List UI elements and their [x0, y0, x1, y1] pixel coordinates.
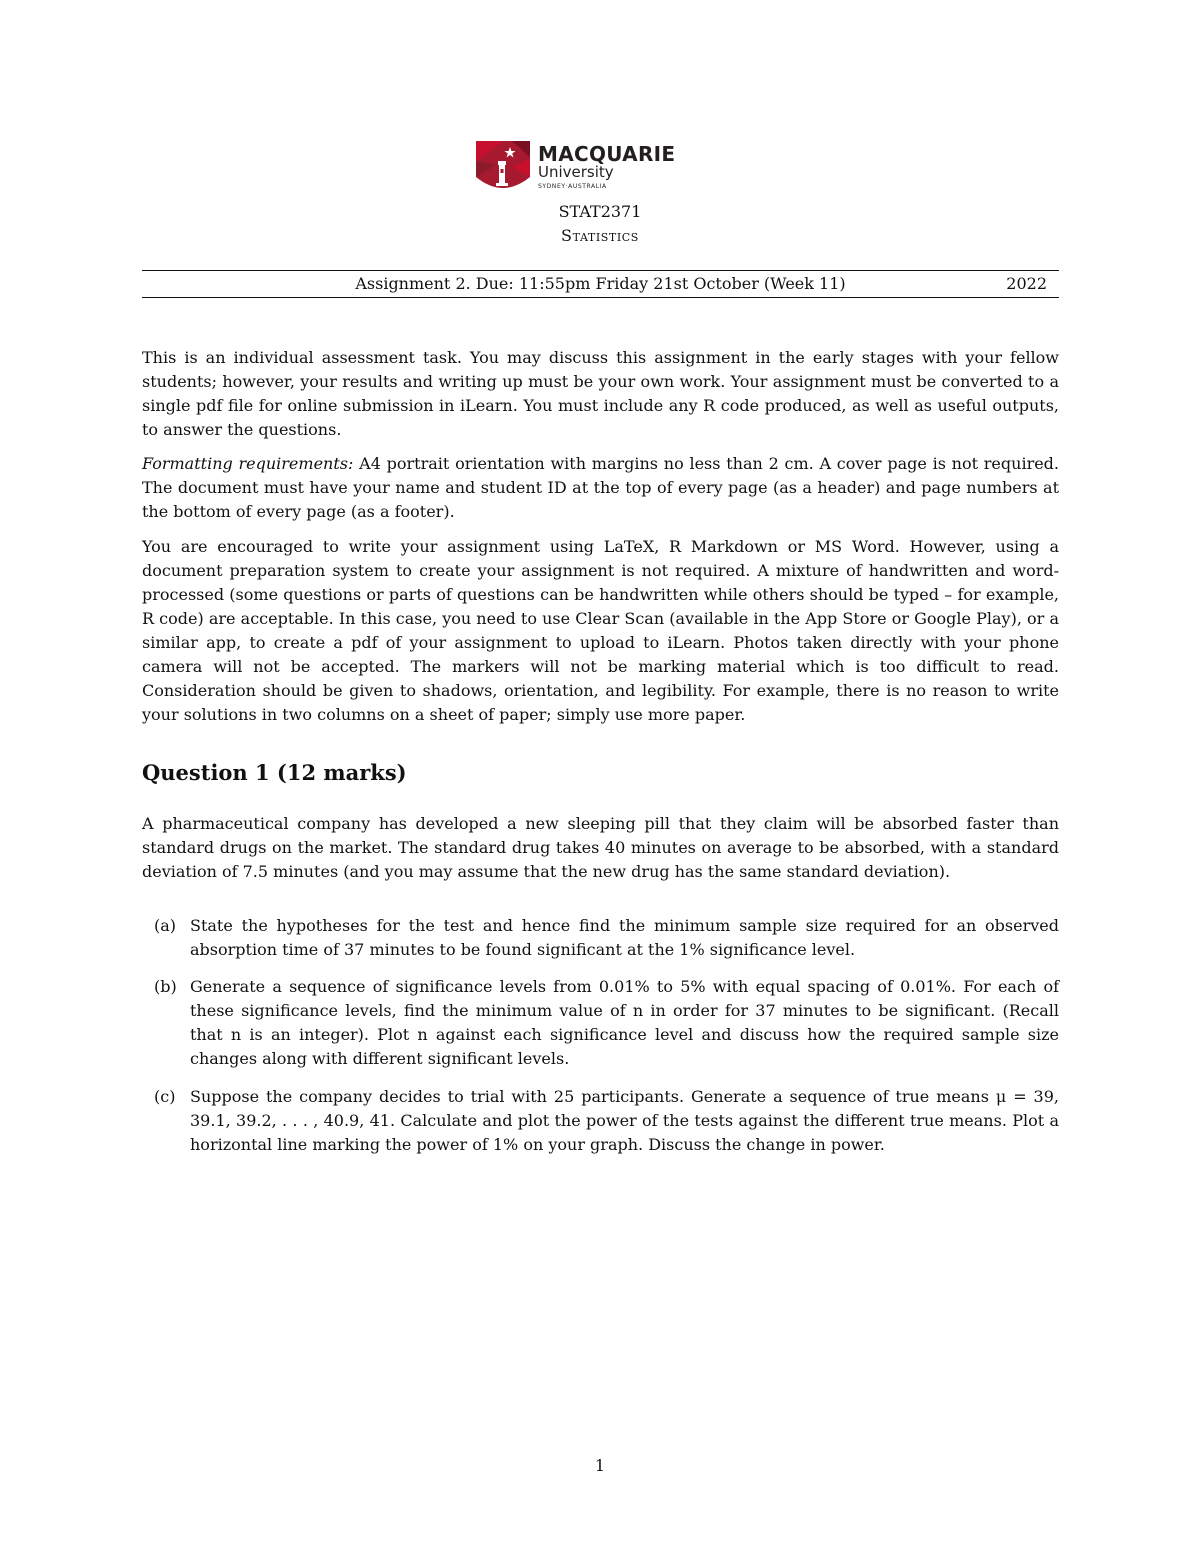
header-rule-bottom [142, 297, 1059, 298]
logo-location: SYDNEY·AUSTRALIA [538, 183, 607, 190]
formatting-paragraph [142, 452, 1059, 524]
question-intro: A pharmaceutical company has developed a new sleeping pill that they claim will be absorbed faster than standard drugs on the market. The standard drug takes 40 minutes on average to be absorbed, with a standard deviation of 7.5 minutes (and you may assume that the new drug has the same standard deviation). [142, 814, 1059, 881]
course-code: STAT2371 [558, 202, 642, 221]
logo-wordmark: MACQUARIE [538, 142, 676, 166]
lighthouse-icon [476, 141, 530, 195]
formatting-label: Formatting requirements: [142, 454, 354, 473]
header-rule-top [142, 270, 1059, 271]
assignment-title: Assignment 2. Due: 11:55pm Friday 21st October (Week 11) [355, 274, 846, 293]
question-heading: Question 1 (12 marks) [142, 760, 407, 785]
guidance-paragraph: You are encouraged to write your assignment using LaTeX, R Markdown or MS Word. However, using a document preparation system to create your assignment is not required. A mixture of handwritten and word-processed (some questions or parts of questions can be handwritten while others should be typed – for example, R code) are acceptable. In this case, you need to use Clear Scan (available in the App Store or Google Play), or a similar app, to create a pdf of your assignment to upload to iLearn. Photos taken directly with your phone camera will not be accepted. The markers will not be marking material which is too difficult to read. Consideration should be given to shadows, orientation, and legibility. For example, there is no reason to write your solutions in two columns on a sheet of paper; simply use more paper. [142, 537, 1059, 724]
part-label: (a) [154, 916, 177, 935]
part-label: (c) [154, 1087, 176, 1106]
course-name: Statistics [561, 226, 639, 245]
part-text: Suppose the company decides to trial with 25 participants. Generate a sequence of true means μ = 39, 39.1, 39.2, . . . , 40.9, 41. Calculate and plot the power of the tests against the different true means. Plot a horizontal line marking the power of 1% on your graph. Discuss the change in power. [190, 1087, 1059, 1154]
intro-paragraph: This is an individual assessment task. You may discuss this assignment in the early stages with your fellow students; however, your results and writing up must be your own work. Your assignment must be converted to a single pdf file for online submission in iLearn. You must include any R code produced, as well as useful outputs, to answer the questions. [142, 348, 1059, 439]
part-text: Generate a sequence of significance levels from 0.01% to 5% with equal spacing of 0.01%. For each of these significance levels, find the minimum value of n in order for 37 minutes to be significant. (Recall that n is an integer). Plot n against each significance level and discuss how the required sample size changes along with different significant levels. [190, 977, 1059, 1068]
part-text: State the hypotheses for the test and hence find the minimum sample size required for an observed absorption time of 37 minutes to be found significant at the 1% significance level. [190, 916, 1059, 959]
page-number: 1 [594, 1456, 606, 1475]
assignment-header [142, 274, 1059, 296]
assignment-year: 2022 [1006, 274, 1047, 293]
logo-subtitle: University [538, 163, 614, 181]
university-logo [476, 141, 676, 197]
formatting-text: A4 portrait orientation with margins no less than 2 cm. A cover page is not required. The document must have your name and student ID at the top of every page (as a header) and page numbers at the bottom of every page (as a footer). [142, 454, 1060, 521]
part-label: (b) [154, 977, 177, 996]
